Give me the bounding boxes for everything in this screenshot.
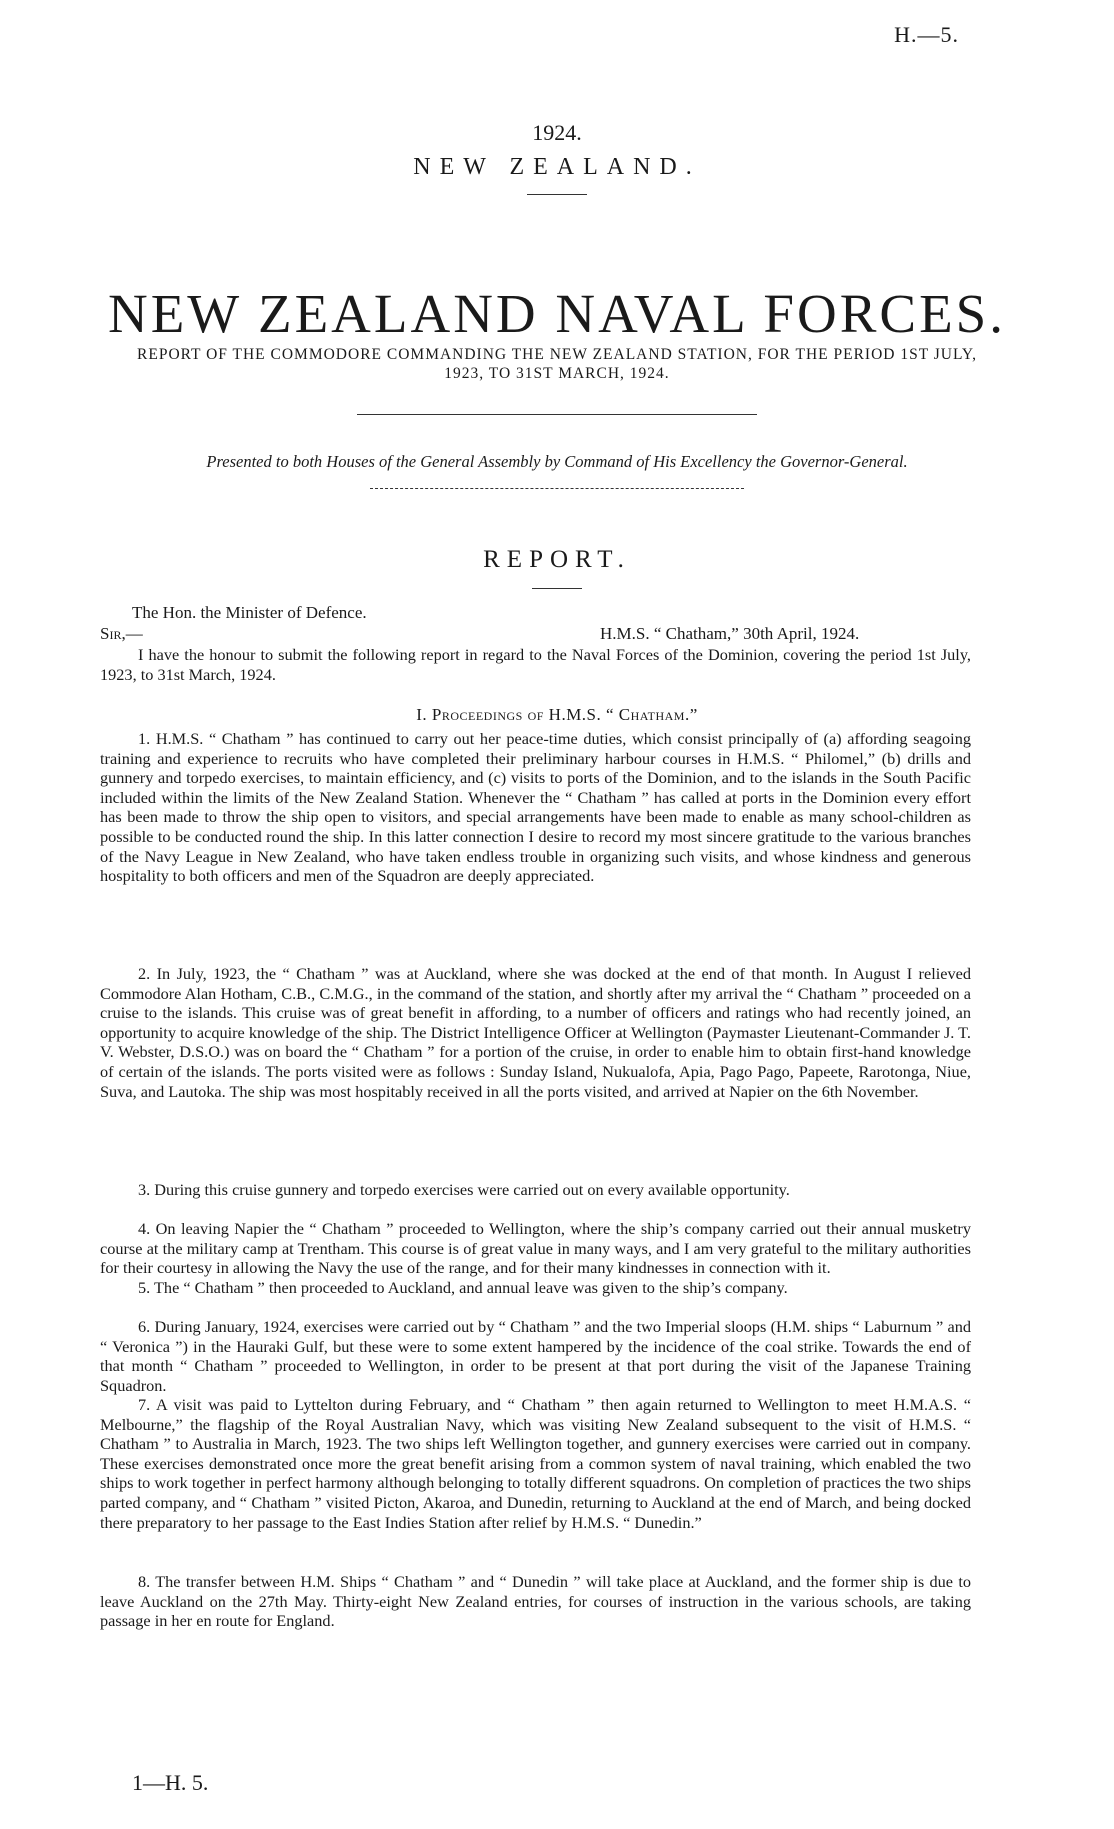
paragraph-3: 3. During this cruise gunnery and torpedo exercises were carried out on every available opportunity. <box>138 1180 790 1199</box>
sheet-reference: 1—H. 5. <box>132 1770 209 1795</box>
divider-rule-1 <box>527 194 587 195</box>
addressee-line: The Hon. the Minister of Defence. <box>132 603 367 622</box>
page-reference: H.—5. <box>894 22 959 47</box>
divider-rule-4 <box>532 588 582 589</box>
intro-paragraph: I have the honour to submit the following report in regard to the Naval Forces of the Dominion, covering the period 1st July, 1923, to 31st March, 1924. <box>100 645 971 684</box>
section-heading: I. Proceedings of H.M.S. “ Chatham.” <box>416 705 698 724</box>
paragraph-5: 5. The “ Chatham ” then proceeded to Auckland, and annual leave was given to the ship’s company. <box>138 1278 788 1297</box>
paragraph-4: 4. On leaving Napier the “ Chatham ” proceeded to Wellington, where the ship’s company carried out their annual musketry course at the military camp at Trentham. This course is of great value in many ways, and I am very grateful to the military authorities for their courtesy in allowing the Navy the use of the range, and for their many kindnesses in connection with it. <box>100 1219 971 1278</box>
divider-rule-2 <box>357 414 757 415</box>
salutation: Sir,— <box>100 624 143 643</box>
paragraph-2: 2. In July, 1923, the “ Chatham ” was at Auckland, where she was docked at the end of that month. In August I relieved Commodore Alan Hotham, C.B., C.M.G., in the command of the station, and shortly after my arrival the “ Chatham ” proceeded on a cruise to the islands. This cruise was of great benefit in affording, to a number of officers and ratings who had recently joined, an opportunity to acquire knowledge of the ship. The District Intelligence Officer at Wellington (Paymaster Lieutenant-Commander J. T. V. Webster, D.S.O.) was on board the “ Chatham ” for a portion of the cruise, in order to enable him to obtain first-hand knowledge of certain of the islands. The ports visited were as follows : Sunday Island, Nukualofa, Apia, Pago Pago, Papeete, Rarotonga, Niue, Suva, and Lautoka. The ship was most hospitably received in all the ports visited, and arrived at Napier on the 6th November. <box>100 964 971 1101</box>
report-subtitle: REPORT OF THE COMMODORE COMMANDING THE NEW ZEALAND STATION, FOR THE PERIOD 1ST JULY, 1923, TO 31ST MARCH, 1924. <box>137 346 977 382</box>
paragraph-6: 6. During January, 1924, exercises were carried out by “ Chatham ” and the two Imperial sloops (H.M. ships “ Laburnum ” and “ Veronica ”) in the Hauraki Gulf, but these were to some extent hampered by the incidence of the coal strike. Towards the end of that month “ Chatham ” proceeded to Wellington, in order to be present at that port during the visit of the Japanese Training Squadron. <box>100 1317 971 1395</box>
country-heading: NEW ZEALAND. <box>413 154 701 180</box>
presented-line: Presented to both Houses of the General Assembly by Command of His Excellency the Governor-General. <box>206 452 908 471</box>
divider-rule-3 <box>370 488 744 489</box>
paragraph-8: 8. The transfer between H.M. Ships “ Chatham ” and “ Dunedin ” will take place at Auckland, and the former ship is due to leave Auckland on the 27th May. Thirty-eight New Zealand entries, for courses of instruction in the various schools, are taking passage in her en route for England. <box>100 1572 971 1631</box>
letter-date-line: H.M.S. “ Chatham,” 30th April, 1924. <box>600 624 860 643</box>
document-year: 1924. <box>532 120 582 145</box>
main-title: NEW ZEALAND NAVAL FORCES. <box>107 283 1006 344</box>
paragraph-1: 1. H.M.S. “ Chatham ” has continued to carry out her peace-time duties, which consist principally of (a) affording seagoing training and experience to recruits who have completed their preliminary harbour courses in H.M.S. “ Philomel,” (b) drills and gunnery and torpedo exercises, to maintain efficiency, and (c) visits to ports of the Dominion, and to the islands in the South Pacific included within the limits of the New Zealand Station. Whenever the “ Chatham ” has called at ports in the Dominion every effort has been made to throw the ship open to visitors, and special arrangements have been made to enable as many school-children as possible to be conducted round the ship. In this latter connection I desire to record my most sincere gratitude to the various branches of the Navy League in New Zealand, who have taken endless trouble in organizing such visits, and whose kindness and generous hospitality to both officers and men of the Squadron are deeply appreciated. <box>100 729 971 886</box>
report-heading: REPORT. <box>483 546 631 573</box>
paragraph-7: 7. A visit was paid to Lyttelton during February, and “ Chatham ” then again returned to Wellington to meet H.M.A.S. “ Melbourne,” the flagship of the Royal Australian Navy, which was visiting New Zealand subsequent to the visit of H.M.S. “ Chatham ” to Australia in March, 1923. The two ships left Wellington together, and gunnery exercises were carried out in company. These exercises demonstrated once more the great benefit arising from a common system of naval training, which enabled the two ships to work together in perfect harmony although belonging to totally different squadrons. On completion of practices the two ships parted company, and “ Chatham ” visited Picton, Akaroa, and Dunedin, returning to Auckland at the end of March, and being docked there preparatory to her passage to the East Indies Station after relief by H.M.S. “ Dunedin.” <box>100 1395 971 1532</box>
